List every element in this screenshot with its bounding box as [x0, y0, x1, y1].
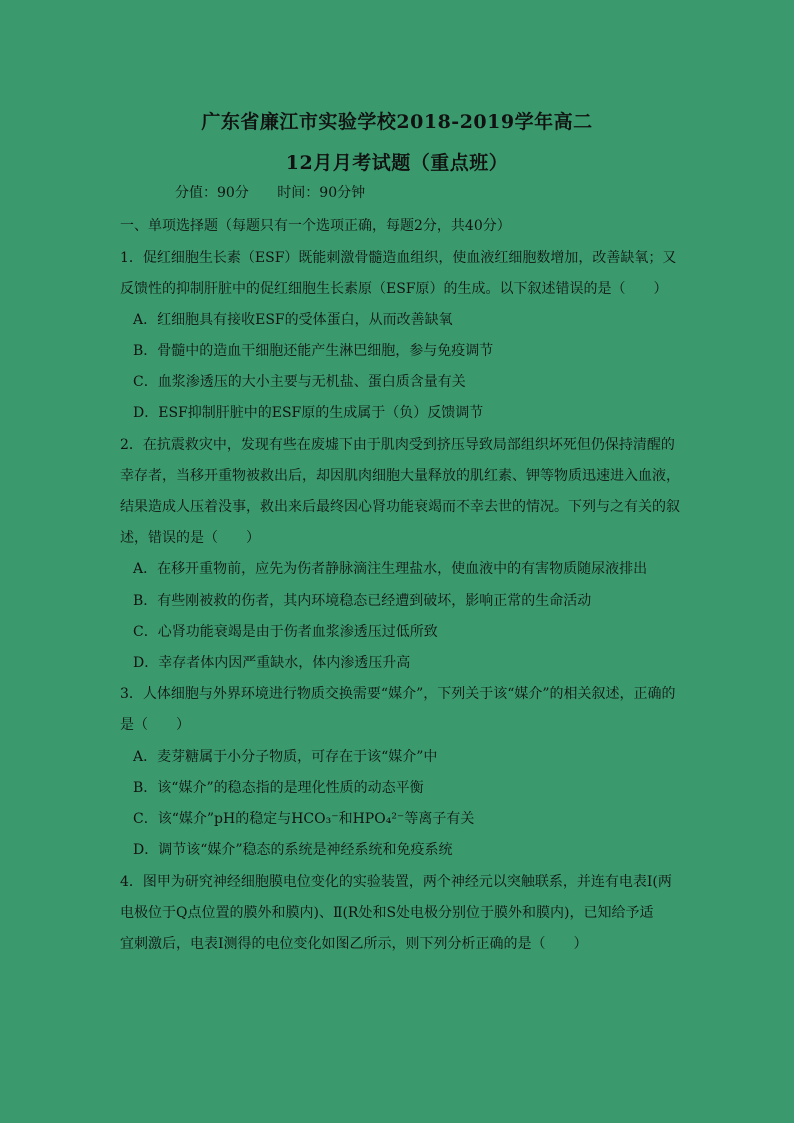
q2-stem-line2: 幸存者，当移开重物被救出后，却因肌肉细胞大量释放的肌红素、钾等物质迅速进入血液，	[120, 468, 680, 484]
q3-option-c: C．该“媒介”pH的稳定与HCO₃⁻和HPO₄²⁻等离子有关	[133, 811, 475, 827]
q2-stem-line1: 2．在抗震救灾中，发现有些在废墟下由于肌肉受到挤压导致局部组织坏死但仍保持清醒的	[120, 437, 675, 453]
q3-option-a: A．麦芽糖属于小分子物质，可存在于该“媒介”中	[133, 749, 438, 765]
q4-stem-line2: 电极位于Q点位置的膜外和膜内)、Ⅱ(R处和S处电极分别位于膜外和膜内)，已知给予适	[120, 905, 654, 921]
q1-stem-line1: 1．促红细胞生长素（ESF）既能刺激骨髓造血组织，使血液红细胞数增加，改善缺氧；又	[120, 250, 677, 266]
q1-option-a: A．红细胞具有接收ESF的受体蛋白，从而改善缺氧	[133, 312, 453, 328]
q2-stem-line4: 述，错误的是（ ）	[120, 530, 260, 546]
q1-option-b: B．骨髓中的造血干细胞还能产生淋巴细胞，参与免疫调节	[133, 343, 494, 359]
q2-option-a: A．在移开重物前，应先为伤者静脉滴注生理盐水，使血液中的有害物质随尿液排出	[133, 561, 648, 577]
q3-stem-line2: 是（ ）	[120, 717, 190, 733]
q4-stem-line1: 4．图甲为研究神经细胞膜电位变化的实验装置，两个神经元以突触联系，并连有电表Ⅰ(两	[120, 874, 672, 890]
q3-stem-line1: 3．人体细胞与外界环境进行物质交换需要“媒介”，下列关于该“媒介”的相关叙述，正确的	[120, 686, 676, 702]
q2-stem-line3: 结果造成人压着没事，救出来后最终因心肾功能衰竭而不幸去世的情况。下列与之有关的叙	[120, 499, 680, 515]
q1-option-d: D．ESF抑制肝脏中的ESF原的生成属于（负）反馈调节	[133, 405, 484, 421]
q2-option-b: B．有些刚被救的伤者，其内环境稳态已经遭到破坏，影响正常的生命活动	[133, 593, 592, 609]
q1-option-c: C．血浆渗透压的大小主要与无机盐、蛋白质含量有关	[133, 374, 466, 390]
q4-stem-line3: 宜刺激后，电表Ⅰ测得的电位变化如图乙所示，则下列分析正确的是（ ）	[120, 936, 588, 952]
q1-stem-line2: 反馈性的抑制肝脏中的促红细胞生长素原（ESF原）的生成。以下叙述错误的是（ ）	[120, 281, 668, 297]
q2-option-d: D．幸存者体内因严重缺水，体内渗透压升高	[133, 655, 411, 671]
section-heading: 一、单项选择题（每题只有一个选项正确，每题2分，共40分）	[120, 218, 511, 234]
q3-option-b: B．该“媒介”的稳态指的是理化性质的动态平衡	[133, 780, 424, 796]
exam-title-line2: 12月月考试题（重点班）	[285, 152, 509, 174]
exam-title-line1: 广东省廉江市实验学校2018-2019学年高二	[201, 111, 593, 133]
exam-meta	[175, 183, 365, 203]
q2-option-c: C．心肾功能衰竭是由于伤者血浆渗透压过低所致	[133, 624, 438, 640]
time-info: 时间：90分钟	[277, 185, 366, 201]
score-info: 分值：90分	[175, 185, 249, 201]
q3-option-d: D．调节该“媒介”稳态的系统是神经系统和免疫系统	[133, 842, 453, 858]
